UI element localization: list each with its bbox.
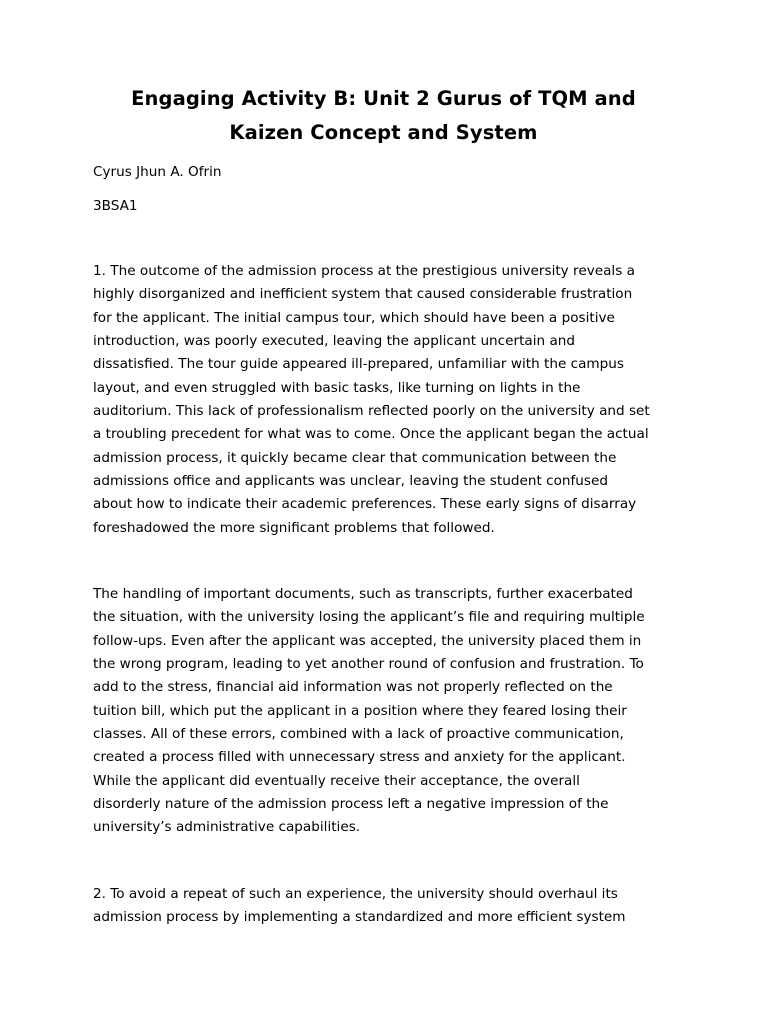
paragraph-line: disorderly nature of the admission process left a negative impression of the [93,795,609,812]
paragraph-line: introduction, was poorly executed, leaving the applicant uncertain and [93,332,576,349]
paragraph-line: tuition bill, which put the applicant in a position where they feared losing their [93,702,627,719]
paragraph-line: auditorium. This lack of professionalism reflected poorly on the university and set [93,402,650,419]
paragraph-line: foreshadowed the more significant problems that followed. [93,519,495,536]
paragraph-line: created a process filled with unnecessary stress and anxiety for the applicant. [93,749,626,766]
paragraph-line: layout, and even struggled with basic tasks, like turning on lights in the [93,379,581,396]
paragraph-line: 2. To avoid a repeat of such an experience, the university should overhaul its [93,886,618,902]
paragraph-line: The handling of important documents, such as transcripts, further exacerbated [93,586,633,602]
paragraph-line: follow-ups. Even after the applicant was accepted, the university placed them in [93,632,642,649]
paragraph-line: admission process by implementing a standardized and more efficient system [93,909,626,926]
paragraph-line: 1. The outcome of the admission process at the prestigious university reveals a [93,263,635,279]
paragraph-1 [93,260,688,540]
paragraph-2 [93,583,688,840]
paragraph-line: a troubling precedent for what was to come. Once the applicant began the actual [93,426,649,443]
paragraph-line: the wrong program, leading to yet another round of confusion and frustration. To [93,655,644,672]
paragraph-line: for the applicant. The initial campus tour, which should have been a positive [93,309,615,326]
paragraph-line: about how to indicate their academic preferences. These early signs of disarray [93,496,637,513]
paragraph-line: add to the stress, financial aid information was not properly reflected on the [93,679,613,696]
title-line-2: Kaizen Concept and System [229,121,538,144]
paragraph-line: classes. All of these errors, combined with a lack of proactive communication, [93,725,624,742]
class-section: 3BSA1 [93,198,138,214]
paragraph-3 [93,883,688,930]
title-line-1: Engaging Activity B: Unit 2 Gurus of TQM and [131,87,636,110]
author-name: Cyrus Jhun A. Ofrin [93,164,222,180]
paragraph-line: the situation, with the university losing the applicant’s file and requiring multiple [93,609,645,626]
paragraph-line: admission process, it quickly became clear that communication between the [93,449,617,466]
document-title [93,82,674,150]
paragraph-line: dissatisfied. The tour guide appeared ill-prepared, unfamiliar with the campus [93,356,625,373]
paragraph-line: highly disorganized and inefficient system that caused considerable frustration [93,286,633,303]
paragraph-line: admissions office and applicants was unclear, leaving the student confused [93,472,608,489]
paragraph-line: While the applicant did eventually receive their acceptance, the overall [93,772,580,789]
paragraph-line: university’s administrative capabilities. [93,819,361,836]
